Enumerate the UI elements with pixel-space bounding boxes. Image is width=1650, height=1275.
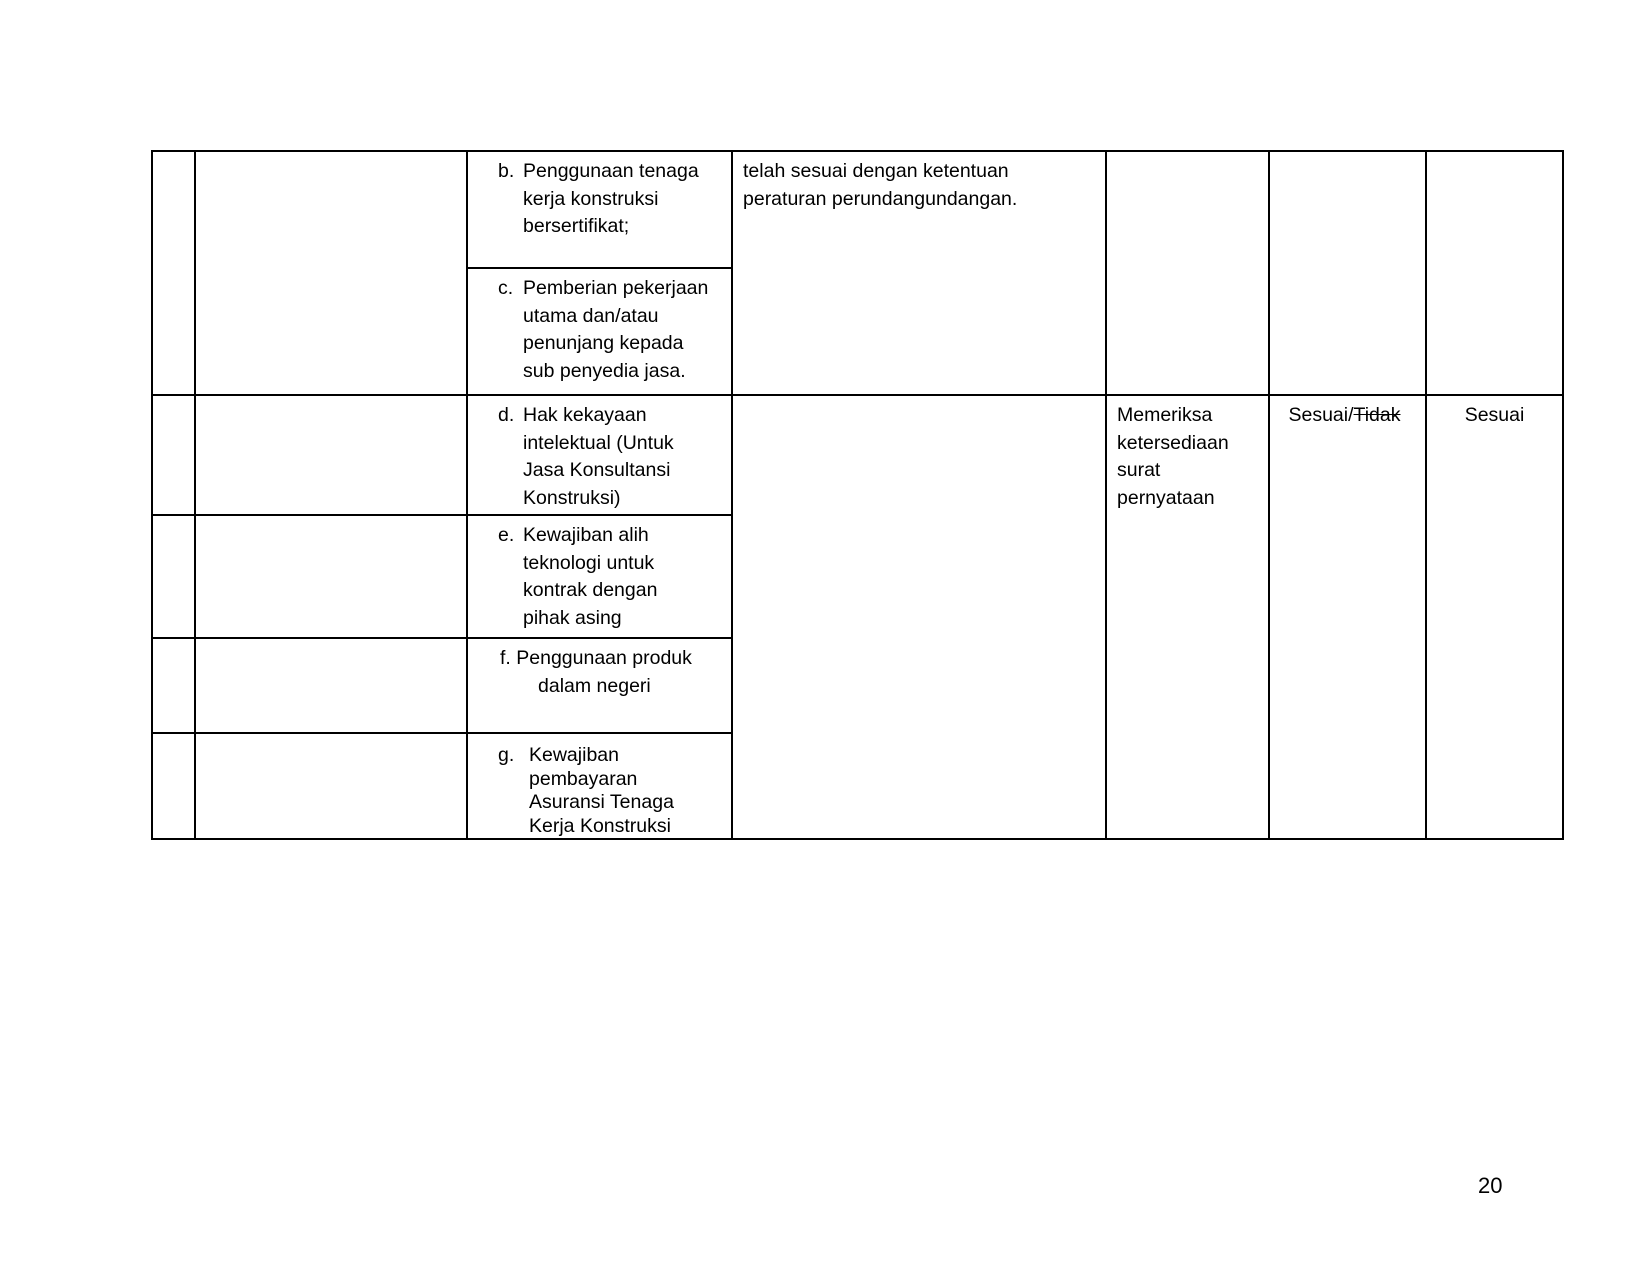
number-cell xyxy=(152,733,195,839)
item-c-text: Pemberian pekerjaan utama dan/atau penunjang kepada sub penyedia jasa. xyxy=(523,277,709,382)
item-cell-b xyxy=(467,151,732,268)
status-ok: Sesuai/ xyxy=(1288,404,1354,426)
status-cell-empty xyxy=(1269,151,1426,395)
number-cell xyxy=(152,515,195,638)
page-number: 20 xyxy=(1478,1173,1503,1198)
checklist-table xyxy=(151,150,1564,840)
result-cell-empty xyxy=(1426,151,1563,395)
method-cell xyxy=(1106,395,1269,839)
criteria-cell xyxy=(195,638,467,733)
number-cell xyxy=(152,151,195,395)
item-b-text: Penggunaan tenaga kerja konstruksi bersertifikat; xyxy=(523,160,699,237)
item-b-letter: b. xyxy=(498,160,515,182)
item-cell-e xyxy=(467,515,732,638)
item-f-text-line1: f. Penggunaan produk xyxy=(500,647,692,669)
table-row xyxy=(152,151,1563,268)
item-cell-d xyxy=(467,395,732,515)
status-struck: Tidak xyxy=(1353,404,1401,426)
regulation-note: telah sesuai dengan ketentuan peraturan perundangundangan. xyxy=(743,160,1018,210)
item-c-letter: c. xyxy=(498,277,514,299)
note-cell-empty xyxy=(732,395,1106,839)
item-cell-f xyxy=(467,638,732,733)
item-g-letter: g. xyxy=(498,744,515,766)
item-d-text: Hak kekayaan intelektual (Untuk Jasa Konsultansi Konstruksi) xyxy=(523,404,674,509)
status-cell xyxy=(1269,395,1426,839)
result-cell xyxy=(1426,395,1563,839)
item-f-text-line2: dalam negeri xyxy=(538,674,651,697)
status-options xyxy=(1270,396,1425,430)
item-cell-g xyxy=(467,733,732,839)
item-e-text: Kewajiban alih teknologi untuk kontrak dengan pihak asing xyxy=(523,524,658,629)
verification-method: Memeriksa ketersediaan surat pernyataan xyxy=(1117,404,1229,509)
item-g-text: Kewajiban pembayaran Asuransi Tenaga Kerja Konstruksi xyxy=(529,744,674,837)
note-cell xyxy=(732,151,1106,395)
item-cell-c xyxy=(467,268,732,395)
method-cell-empty xyxy=(1106,151,1269,395)
number-cell xyxy=(152,395,195,515)
result-value: Sesuai xyxy=(1464,404,1525,426)
item-d-letter: d. xyxy=(498,404,515,426)
table-row xyxy=(152,395,1563,515)
number-cell xyxy=(152,638,195,733)
criteria-cell xyxy=(195,733,467,839)
criteria-cell xyxy=(195,151,467,395)
criteria-cell xyxy=(195,515,467,638)
criteria-cell xyxy=(195,395,467,515)
item-e-letter: e. xyxy=(498,524,515,546)
